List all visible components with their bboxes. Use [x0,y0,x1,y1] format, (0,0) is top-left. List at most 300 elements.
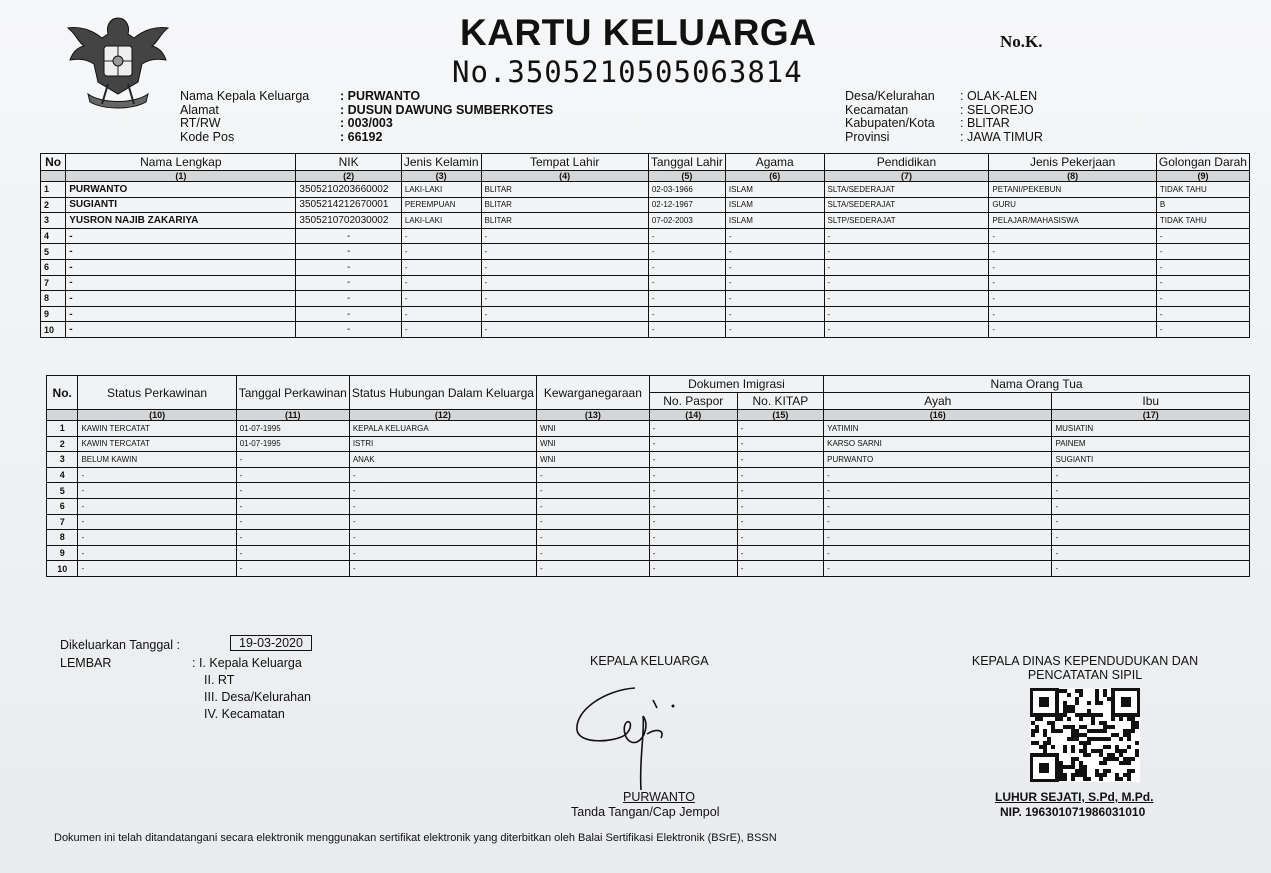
table-cell: - [824,322,989,338]
table-cell: - [824,306,989,322]
table-cell: ISTRI [349,436,536,452]
table-cell: - [66,228,296,244]
table-cell: 07-02-2003 [648,213,725,229]
table-row [41,182,1250,198]
table-cell: WNI [536,421,649,437]
field-label: Kode Pos [180,129,235,144]
table-cell: - [737,545,823,561]
table-cell: - [66,244,296,260]
table-cell: - [481,306,648,322]
table-cell: - [78,530,236,546]
table-cell: KAWIN TERCATAT [78,436,236,452]
col-header: Golongan Darah [1156,154,1249,171]
table-cell: 1 [47,421,78,437]
table-cell: 4 [47,467,78,483]
table-cell: - [78,514,236,530]
table-cell: - [236,561,349,577]
table-row [47,483,1250,499]
table-cell: BLITAR [481,182,648,198]
table-cell: - [1156,228,1249,244]
table-cell: - [296,259,401,275]
table-cell: SLTA/SEDERAJAT [824,182,989,198]
table-cell: - [236,467,349,483]
table-cell: - [349,498,536,514]
table-cell: - [481,322,648,338]
table-row [41,197,1250,213]
table-cell: - [296,244,401,260]
col-number: (6) [725,171,824,182]
table-cell: 1 [41,182,66,198]
col-number: (10) [78,410,236,421]
table-row [41,306,1250,322]
table-cell: 01-07-1995 [236,436,349,452]
table-cell: KAWIN TERCATAT [78,421,236,437]
table-cell: - [349,467,536,483]
col-header-dokumen-imigrasi: Dokumen Imigrasi [649,376,823,393]
table-cell: - [349,514,536,530]
table-cell: 3505214212670001 [296,197,401,213]
table-cell: - [1156,259,1249,275]
table-cell: - [236,452,349,468]
table-cell: 01-07-1995 [236,421,349,437]
kepala-keluarga-label: KEPALA KELUARGA [590,654,709,668]
table-cell: - [737,561,823,577]
table-cell: B [1156,197,1249,213]
table-cell: - [401,275,481,291]
table-cell: - [648,322,725,338]
table-row [41,291,1250,307]
table-cell: 3 [41,213,66,229]
table-cell: - [989,275,1157,291]
table-row [41,259,1250,275]
table-cell: - [648,259,725,275]
table-cell: - [536,467,649,483]
table-cell: - [236,498,349,514]
field-label: Kecamatan [845,102,909,117]
table-cell: 10 [41,322,66,338]
table-cell: - [725,275,824,291]
table-cell: - [824,561,1052,577]
table-cell: 3 [47,452,78,468]
lembar-label: LEMBAR [60,656,112,670]
col-header: Nama Lengkap [66,154,296,171]
col-number [41,171,66,182]
col-number: (5) [648,171,725,182]
table-cell: - [236,514,349,530]
table-cell: SUGIANTI [66,197,296,213]
lembar-item: IV. Kecamatan [204,707,285,721]
table-cell: 6 [41,259,66,275]
table-cell: - [989,228,1157,244]
table-cell: - [649,483,737,499]
table-cell: BLITAR [481,213,648,229]
table-cell: - [737,436,823,452]
table-cell: SLTA/SEDERAJAT [824,197,989,213]
table-row [47,561,1250,577]
table-cell: - [401,306,481,322]
field-label: Desa/Kelurahan [845,89,935,103]
table-cell: - [824,483,1052,499]
table-cell: - [824,291,989,307]
table-cell: TIDAK TAHU [1156,213,1249,229]
table-cell: - [824,228,989,244]
table-cell: - [824,545,1052,561]
table-cell: - [1156,322,1249,338]
table-cell: BELUM KAWIN [78,452,236,468]
table-cell: - [78,561,236,577]
table-cell: - [725,306,824,322]
table-cell: YATIMIN [824,421,1052,437]
table-row [47,498,1250,514]
garuda-emblem-icon [62,8,174,116]
table-cell: PAINEM [1052,436,1250,452]
table-cell: - [66,322,296,338]
table-cell: - [536,545,649,561]
table-cell: - [824,530,1052,546]
table-cell: - [78,545,236,561]
table-cell: - [78,498,236,514]
col-header: Tempat Lahir [481,154,648,171]
table-cell: - [649,514,737,530]
issued-date: 19-03-2020 [230,635,312,651]
table-cell: - [1052,561,1250,577]
table-cell: - [989,244,1157,260]
col-number: (8) [989,171,1157,182]
col-number: (4) [481,171,648,182]
table-cell: WNI [536,452,649,468]
table-cell: - [401,259,481,275]
col-number: (7) [824,171,989,182]
col-number: (11) [236,410,349,421]
table-cell: - [481,275,648,291]
table-cell: 8 [47,530,78,546]
field-value: : SELOREJO [960,102,1034,117]
table-cell: - [1052,530,1250,546]
table-cell: - [401,291,481,307]
table-cell: - [737,483,823,499]
col-number: (2) [296,171,401,182]
issued-label: Dikeluarkan Tanggal : [60,638,180,652]
table-cell: - [649,436,737,452]
table-cell: KARSO SARNI [824,436,1052,452]
col-header-ayah: Ayah [824,393,1052,410]
table-cell: - [401,228,481,244]
table-cell: - [989,291,1157,307]
col-number: (16) [824,410,1052,421]
table-cell: - [648,228,725,244]
table-cell: - [824,514,1052,530]
table-cell: 3505210702030002 [296,213,401,229]
table-cell: - [1156,244,1249,260]
table-cell: - [1052,467,1250,483]
table-cell: 7 [47,514,78,530]
table-cell: - [349,545,536,561]
table-cell: SLTP/SEDERAJAT [824,213,989,229]
field-value: : JAWA TIMUR [960,129,1043,144]
table-cell: - [648,291,725,307]
table-cell: - [401,244,481,260]
table-cell: - [989,322,1157,338]
field-value: : OLAK-ALEN [960,89,1038,103]
table-cell: - [737,530,823,546]
official-nip: NIP. 196301071986031010 [1000,805,1146,819]
table-cell: PEREMPUAN [401,197,481,213]
table-row [47,545,1250,561]
table-cell: 4 [41,228,66,244]
table-cell: - [737,452,823,468]
col-header-status-hubungan: Status Hubungan Dalam Keluarga [349,376,536,410]
table-cell: 2 [41,197,66,213]
field-label: RT/RW [180,116,221,130]
col-header-no: No. [47,376,78,410]
table-cell: - [824,467,1052,483]
table-cell: - [296,228,401,244]
table-cell: - [649,498,737,514]
table-cell: 9 [41,306,66,322]
dinas-title-line1: KEPALA DINAS KEPENDUDUKAN DAN [971,654,1199,668]
table-row [41,244,1250,260]
table-cell: 10 [47,561,78,577]
table-cell: - [648,244,725,260]
document-title: KARTU KELUARGA [460,12,817,53]
table-cell: - [989,306,1157,322]
col-header-ibu: Ibu [1052,393,1250,410]
col-header-no-kitap: No. KITAP [737,393,823,410]
table-cell: - [236,545,349,561]
table-cell: BLITAR [481,197,648,213]
table-cell: - [66,291,296,307]
table-cell: - [824,275,989,291]
official-name: LUHUR SEJATI, S.Pd, M.Pd. [995,790,1154,804]
family-members-table [40,153,1250,338]
table-cell: - [649,421,737,437]
col-header: Tanggal Lahir [648,154,725,171]
col-header-nama-orang-tua: Nama Orang Tua [824,376,1250,393]
lembar-item: III. Desa/Kelurahan [204,690,312,704]
table-cell: 7 [41,275,66,291]
col-header: NIK [296,154,401,171]
table-cell: - [536,483,649,499]
table-cell: - [66,259,296,275]
table-row [41,228,1250,244]
table-cell: - [349,530,536,546]
table-cell: - [481,228,648,244]
lembar-item: : I. Kepala Keluarga [192,656,302,670]
table-cell: ISLAM [725,182,824,198]
col-number: (1) [66,171,296,182]
header-row [180,131,553,145]
table-row [47,467,1250,483]
col-number: (13) [536,410,649,421]
table-cell: - [1156,275,1249,291]
lembar-item: II. RT [204,673,235,687]
kepala-name: PURWANTO [623,790,695,804]
header-row [180,104,553,118]
field-label: Nama Kepala Keluarga [180,89,310,103]
table-cell: - [1052,483,1250,499]
table-cell: - [66,275,296,291]
field-value: : DUSUN DAWUNG SUMBERKOTES [340,102,554,117]
table-cell: KEPALA KELUARGA [349,421,536,437]
table-cell: - [737,514,823,530]
table-cell: - [725,322,824,338]
field-label: Kabupaten/Kota [845,116,935,130]
table-cell: - [536,514,649,530]
header-right [845,90,1043,144]
header-row [845,131,1043,145]
table-cell: 2 [47,436,78,452]
table-cell: 6 [47,498,78,514]
col-number [47,410,78,421]
table-cell: PURWANTO [66,182,296,198]
col-header-status-perkawinan: Status Perkawinan [78,376,236,410]
table-cell: - [78,483,236,499]
col-number: (17) [1052,410,1250,421]
table-cell: ISLAM [725,197,824,213]
field-value: : 003/003 [340,116,393,130]
col-header-no-paspor: No. Paspor [649,393,737,410]
table-cell: - [349,561,536,577]
table-cell: - [989,259,1157,275]
table-cell: - [66,306,296,322]
table-cell: - [1052,498,1250,514]
table-cell: YUSRON NAJIB ZAKARIYA [66,213,296,229]
table-cell: - [649,467,737,483]
header-row [845,104,1043,118]
table-cell: ANAK [349,452,536,468]
table-cell: LAKI-LAKI [401,213,481,229]
table-cell: - [536,498,649,514]
table-cell: SUGIANTI [1052,452,1250,468]
table-cell: - [648,275,725,291]
table-cell: WNI [536,436,649,452]
col-header: Jenis Pekerjaan [989,154,1157,171]
table-cell: - [649,452,737,468]
table-cell: - [481,259,648,275]
table-row [47,530,1250,546]
table-cell: - [725,291,824,307]
col-header: Pendidikan [824,154,989,171]
table-cell: - [1052,514,1250,530]
col-header-kewarganegaraan: Kewarganegaraan [536,376,649,410]
field-value: : 66192 [340,129,383,144]
table-cell: 02-12-1967 [648,197,725,213]
table-row [47,514,1250,530]
table-cell: - [648,306,725,322]
table-cell: PURWANTO [824,452,1052,468]
table-cell: - [296,275,401,291]
col-number: (14) [649,410,737,421]
col-number: (9) [1156,171,1249,182]
col-header: Agama [725,154,824,171]
table-cell: - [1156,306,1249,322]
table-cell: - [649,530,737,546]
table-cell: - [649,545,737,561]
table-cell: - [536,561,649,577]
table-row [41,322,1250,338]
field-value: : BLITAR [960,116,1010,130]
table-cell: 9 [47,545,78,561]
table-cell: - [401,322,481,338]
table-cell: - [725,228,824,244]
col-number: (15) [737,410,823,421]
table-cell: - [824,259,989,275]
table-cell: - [296,322,401,338]
table-row [41,275,1250,291]
field-label: Provinsi [845,129,890,144]
family-card-number: No.3505210505063814 [452,55,803,89]
table-row [41,213,1250,229]
qr-code-icon [1030,688,1140,782]
table-row [47,436,1250,452]
table-cell: - [296,291,401,307]
col-number: (12) [349,410,536,421]
table-row [47,421,1250,437]
electronic-signature-note: Dokumen ini telah ditandatangani secara elektronik menggunakan sertifikat elektronik yang diterbitkan oleh Balai Sertifikasi Elektronik (BSrE), BSSN [54,832,777,844]
table-cell: - [737,421,823,437]
table-cell: 5 [47,483,78,499]
no-k-label: No.K. [1000,32,1043,51]
family-status-table [46,375,1250,577]
signature-caption: Tanda Tangan/Cap Jempol [571,805,720,819]
signature-mark [565,680,695,800]
header-row [845,90,1043,104]
table-cell: PELAJAR/MAHASISWA [989,213,1157,229]
table-cell: 8 [41,291,66,307]
field-label: Alamat [180,102,219,117]
table-cell: - [1052,545,1250,561]
table-cell: ISLAM [725,213,824,229]
table-cell: - [824,244,989,260]
col-number: (3) [401,171,481,182]
dinas-title [960,654,1210,682]
field-value: : PURWANTO [340,89,421,103]
col-header: Jenis Kelamin [401,154,481,171]
table-cell: - [1156,291,1249,307]
table-cell: PETANI/PEKEBUN [989,182,1157,198]
header-row [845,117,1043,131]
table-cell: - [236,530,349,546]
col-header-tanggal-perkawinan: Tanggal Perkawinan [236,376,349,410]
table-cell: 02-03-1966 [648,182,725,198]
table-cell: - [349,483,536,499]
table-cell: 5 [41,244,66,260]
table-cell: 3505210203660002 [296,182,401,198]
table-cell: MUSIATIN [1052,421,1250,437]
table-cell: - [481,244,648,260]
col-header: No [41,154,66,171]
table-cell: - [296,306,401,322]
table-cell: - [725,244,824,260]
table-cell: LAKI-LAKI [401,182,481,198]
table-cell: TIDAK TAHU [1156,182,1249,198]
table-cell: GURU [989,197,1157,213]
table-cell: - [725,259,824,275]
header-row [180,117,553,131]
table-cell: - [649,561,737,577]
table-row [47,452,1250,468]
table-cell: - [737,498,823,514]
table-cell: - [236,483,349,499]
table-cell: - [536,530,649,546]
table-cell: - [481,291,648,307]
dinas-title-line2: PENCATATAN SIPIL [1027,668,1143,682]
table-cell: - [78,467,236,483]
table-cell: - [737,467,823,483]
header-left [180,90,553,144]
header-row [180,90,553,104]
table-cell: - [824,498,1052,514]
